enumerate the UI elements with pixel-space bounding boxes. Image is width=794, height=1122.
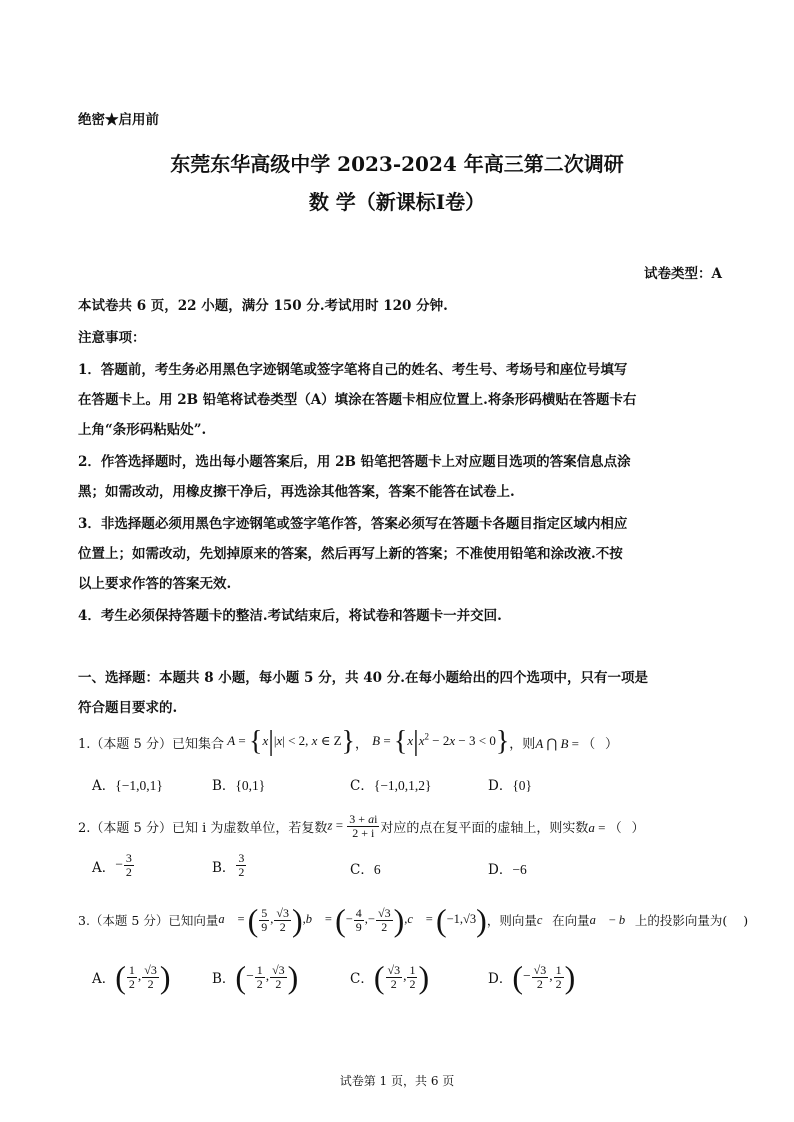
question-3-vector-c: ,c⃗ = (−1,√3) <box>404 902 487 938</box>
exam-subtitle: 数 学（新课标I卷） <box>308 190 486 214</box>
question-3-option-c: C． ( $\frac{√3}{2}$ , $\frac{1}{2}$ ) <box>350 959 430 995</box>
question-2-option-b: B． $\frac{3}{2}$ <box>212 851 245 879</box>
question-3-option-a: A． ( $\frac{1}{2}$ , $\frac{√3}{2}$ ) <box>92 959 171 995</box>
question-1-set-b: $B = \{x|x^2 - 2x - 3 < 0\}$ <box>372 726 510 757</box>
question-1-intersection: A ⋂ B = （ ） <box>535 735 618 751</box>
question-2 <box>78 808 645 844</box>
question-2-suffix: 对应的点在复平面的虚轴上，则实数 <box>380 820 589 836</box>
notice-item-1-line-3: 上角“条形码粘贴处”. <box>78 422 207 438</box>
question-2-prefix: 2.（本题 5 分）已知 i 为虚数单位，若复数 <box>78 820 328 836</box>
notice-item-3-line-1: 3．非选择题必须用黑色字迹钢笔或签字笔作答，答案必须写在答题卡各题目指定区域内相应 <box>78 516 628 532</box>
notice-item-3-line-3: 以上要求作答的答案无效. <box>78 576 232 592</box>
question-2-option-d: D．−6 <box>488 862 527 878</box>
secret-mark: 绝密★启用前 <box>78 112 159 128</box>
paper-type: 试卷类型：A <box>644 266 722 282</box>
question-3-suffix: ，则向量 <box>486 913 537 928</box>
question-2-tail: a = （ ） <box>588 819 645 835</box>
notice-item-1-line-1: 1．答题前，考生务必用黑色字迹钢笔或签字笔将自己的姓名、考生号、考场号和座位号填写 <box>78 362 628 378</box>
notice-item-2-line-1: 2．作答选择题时，选出每小题答案后，用 2B 铅笔把答题卡上对应题目选项的答案信息点涂 <box>78 454 631 470</box>
question-1-prefix: 1.（本题 5 分）已知集合 <box>78 736 224 752</box>
question-2-formula: z = $\frac{3 + ai}{2 + i}$ <box>327 811 378 840</box>
notice-item-1-line-2: 在答题卡上。用 2B 铅笔将试卷类型（A）填涂在答题卡相应位置上.将条形码横贴在答题卡右 <box>78 392 637 408</box>
question-3-prefix: 3.（本题 5 分）已知向量 <box>78 913 219 928</box>
section-heading-line-1: 一、选择题：本题共 8 小题，每小题 5 分，共 40 分.在每小题给出的四个选项中，只有一项是 <box>78 670 648 686</box>
question-3-option-d: D． (− $\frac{√3}{2}$ , $\frac{1}{2}$ ) <box>488 959 576 995</box>
question-1-option-b: B．{0,1} <box>212 778 266 794</box>
notice-item-4: 4．考生必须保持答题卡的整洁.考试结束后，将试卷和答题卡一并交回. <box>78 608 502 624</box>
section-heading-line-2: 符合题目要求的. <box>78 700 178 716</box>
question-1-suffix: ，则 <box>509 736 536 752</box>
question-1: 1.（本题 5 分）已知集合 A = {x||x| < 2, x ∈ Z} ， $B = \{x|x^2 - 2x - 3 < 0\}$ ，则 A ⋂ B = （ ） <box>78 726 618 757</box>
question-3-vector-a: a⃗ = ( $\frac{5}{9}$ , $\frac{√3}{2}$ ) <box>218 902 303 938</box>
question-3-suffix-3: 上的投影向量为( <box>634 913 728 928</box>
notice-item-2-line-2: 黑；如需改动，用橡皮擦干净后，再选涂其他答案，答案不能答在试卷上. <box>78 484 515 500</box>
question-2-option-a: A． − $\frac{3}{2}$ <box>92 851 132 879</box>
exam-title: 东莞东华高级中学 2023-2024 年高三第二次调研 <box>170 152 624 176</box>
question-1-option-a: A．{−1,0,1} <box>92 778 163 794</box>
question-1-set-a: A = {x||x| < 2, x ∈ Z} <box>227 726 355 757</box>
exam-summary: 本试卷共 6 页，22 小题，满分 150 分.考试用时 120 分钟. <box>78 298 448 314</box>
question-3-option-b: B． (− $\frac{1}{2}$ , $\frac{√3}{2}$ ) <box>212 959 299 995</box>
question-1-option-c: C．{−1,0,1,2} <box>350 778 432 794</box>
page-footer: 试卷第 1 页，共 6 页 <box>339 1074 455 1088</box>
question-3: 3.（本题 5 分）已知向量 a⃗ = ( $\frac{5}{9}$ , $\frac{√3}{2}$ ) ,b⃗ = (− $\frac{4}{9}$ ,− $\frac{√3}{2}$ ) ,c⃗ = (−1,√3) ，则向量 c⃗ 在向量 a⃗ − b⃗ 上的投影向量为( ) <box>78 902 749 938</box>
question-3-suffix-2: 在向量 <box>552 913 590 928</box>
question-3-vector-b: ,b⃗ = (− $\frac{4}{9}$ ,− $\frac{√3}{2}$ ) <box>302 902 405 938</box>
question-1-option-d: D．{0} <box>488 778 533 794</box>
question-2-option-c: C．6 <box>350 862 381 878</box>
notice-item-3-line-2: 位置上；如需改动，先划掉原来的答案，然后再写上新的答案；不准使用铅笔和涂改液.不按 <box>78 546 623 562</box>
notice-heading: 注意事项： <box>78 330 146 346</box>
